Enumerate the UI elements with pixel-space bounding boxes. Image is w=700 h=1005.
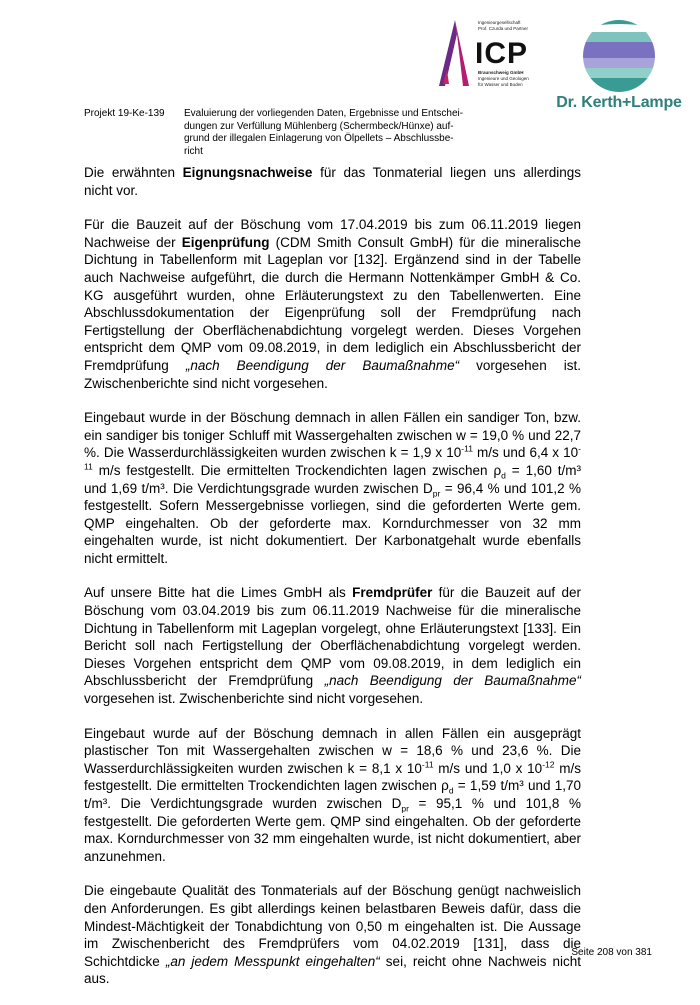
icp-caption-2: für Wasser und Boden (478, 82, 523, 87)
paragraph-3 (84, 409, 581, 567)
text-run: = 95,1 % und 101,8 % festgestellt. Die geforderten Werte gem. QMP sind eingehalten. Ob der geforderte max. Korndurchmesser von 32 mm eingehalten wurde, ist nicht dokumentiert, aber anzunehmen. (84, 796, 581, 864)
text-run: vorgesehen ist. Zwischenberichte sind nicht vorgesehen. (84, 691, 424, 707)
paragraph-5 (84, 725, 581, 866)
project-description-line: dungen zur Verfüllung Mühlenberg (Schermbeck/Hünxe) auf- (184, 120, 454, 132)
text-run: Für die Bauzeit auf der Böschung vom 17.04.2019 bis zum 06.11.2019 liegen Nachweise der (84, 217, 581, 250)
paragraph-6 (84, 882, 581, 988)
text-run: sei, reicht ohne Nachweis nicht aus. (84, 953, 582, 987)
emphasis-fremdpruefer: Fremdprüfer (352, 585, 433, 601)
icp-tagline-1: Ingenieurgesellschaft (478, 20, 521, 25)
project-description-line: richt (184, 145, 203, 157)
exponent: -12 (542, 759, 555, 770)
text-run: (CDM Smith Consult GmbH) für die mineralische Dichtung in Tabellenform mit Lageplan vor [132]. Ergänzend sind in der Tabelle auch Nachweise aufgeführt, die durch die Hermann Nottenkämper GmbH & Co. KG ausgeführt wurden, ohne Erläuterungstext zu den Tabellenwerten. Eine Abschlussdokumentation der Eigenprüfung soll der Fremdprüfung nach Fertigstellung der Oberflächenabdichtung vorgelegt werden. Dieses Vorgehen entspricht dem QMP vom 09.08.2019, in dem lediglich ein Abschlussbericht der Fremdprüfung (84, 234, 581, 373)
project-description-line: Evaluierung der vorliegenden Daten, Ergebnisse und Entschei- (184, 108, 464, 119)
quote-italic: „nach Beendigung der Baumaßnahme“ (324, 673, 581, 689)
icp-name: ICP (475, 37, 529, 70)
icp-triangle-icon (435, 18, 475, 88)
body-text (84, 164, 581, 1005)
icp-caption-1: Ingenieure und Geologen (478, 76, 529, 81)
text-run: Auf unsere Bitte hat die Limes GmbH als (84, 585, 353, 601)
text-run: m/s festgestellt. Die ermittelten Trockendichten lagen zwischen (84, 760, 581, 794)
icp-logo (435, 18, 545, 88)
subscript: d (448, 786, 454, 797)
text-run: Eingebaut wurde auf der Böschung demnach in allen Fällen ein ausgeprägt plastischer Ton mit Wassergehalten zwischen w = 18,6 % und 23,6 %. Die Wasserdurchlässigkeiten wurden zwischen k = 8,1 x 10 (84, 725, 581, 776)
text-run: für das Tonmaterial liegen uns allerdings nicht vor. (84, 165, 581, 198)
emphasis-eignungsnachweise: Eignungsnachweise (182, 165, 313, 180)
text-run: Die eingebaute Qualität des Tonmaterials auf der Böschung genügt nachweislich den Anforderungen. Es gibt allerdings keinen belastbaren Beweis dafür, dass die Mindest-Mächtigkeit der Tonabdichtung von 0,50 m eingehalten ist. Die Aussage im Zwischenbericht des Fremdprüfers vom 04.02.2019 [131], dass die Schichtdicke (84, 883, 581, 969)
text-run: Eingebaut wurde in der Böschung demnach in allen Fällen ein sandiger Ton, bzw. ein sandiger bis toniger Schluff mit Wassergehalten zwischen w = 19,0 % und 22,7 %. Die Wasserdurchlässigkeiten wurden zwischen k = 1,9 x 10 (84, 410, 581, 461)
text-run: m/s und 6,4 x 10 (472, 445, 579, 461)
project-number: Projekt 19-Ke-139 (84, 108, 165, 119)
text-run: für die Bauzeit auf der Böschung vom 03.04.2019 bis zum 06.11.2019 Nachweise für die mineralische Dichtung in Tabellenform mit Lageplan vorgelegt, ohne Erläuterungstext [133]. Ein Bericht soll nach Fertigstellung der Oberflächenabdichtung vorgelegt werden. Dieses Vorgehen entspricht dem QMP vom 09.08.2019, in dem lediglich ein Abschlussbericht der Fremdprüfung (84, 585, 581, 689)
icp-subname: Braunschweig GmbH (478, 70, 524, 75)
paragraph-2 (84, 216, 581, 392)
exponent: -11 (84, 443, 581, 472)
text-run: vorgesehen ist. Zwischenberichte sind nicht vorgesehen. (84, 357, 581, 391)
text-run: = 1,60 t/m³ und 1,69 t/m³. Die Verdichtungsgrade wurden zwischen D (84, 462, 581, 496)
paragraph-1 (84, 164, 581, 199)
text-run: m/s und 1,0 x 10 (433, 760, 543, 776)
kerth-circle-icon (545, 16, 693, 96)
paragraph-4 (84, 584, 581, 707)
icp-tagline-2: Prof. Czurda und Partner (478, 26, 529, 31)
text-run: m/s festgestellt. Die ermittelten Trockendichten lagen zwischen (92, 462, 494, 478)
project-description (184, 108, 474, 158)
subscript: pr (401, 803, 409, 814)
subscript: d (501, 470, 506, 481)
quote-italic: „nach Beendigung der Baumaßnahme“ (185, 357, 460, 373)
emphasis-eigenpruefung: Eigenprüfung (181, 234, 270, 250)
rho-symbol: ρ (441, 778, 449, 794)
text-run: = 96,4 % und 101,2 % festgestellt. Sofern Messergebnisse vorliegen, sind die geforderten Werte gem. QMP eingehalten. Ob der geforderte max. Korndurchmesser von 32 mm eingehalten wurde, ist nicht dokumentiert. Der Karbonatgehalt wurde ebenfalls nicht ermittelt. (84, 480, 582, 566)
text-run: = 1,59 t/m³ und 1,70 t/m³. Die Verdichtungsgrade wurden zwischen D (84, 778, 581, 811)
kerth-lampe-name: Dr. Kerth+Lampe (556, 94, 682, 111)
exponent: -11 (461, 443, 473, 454)
text-run: Die erwähnten (84, 165, 183, 180)
subscript: pr (432, 488, 441, 499)
exponent: -11 (421, 759, 434, 770)
page-number: Seite 208 von 381 (571, 947, 652, 958)
rho-symbol: ρ (493, 462, 502, 478)
project-description-line: grund der illegalen Einlagerung von Ölpellets – Abschlussbe- (184, 133, 454, 144)
kerth-lampe-logo (545, 16, 693, 116)
quote-italic: „an jedem Messpunkt eingehalten“ (165, 953, 380, 969)
